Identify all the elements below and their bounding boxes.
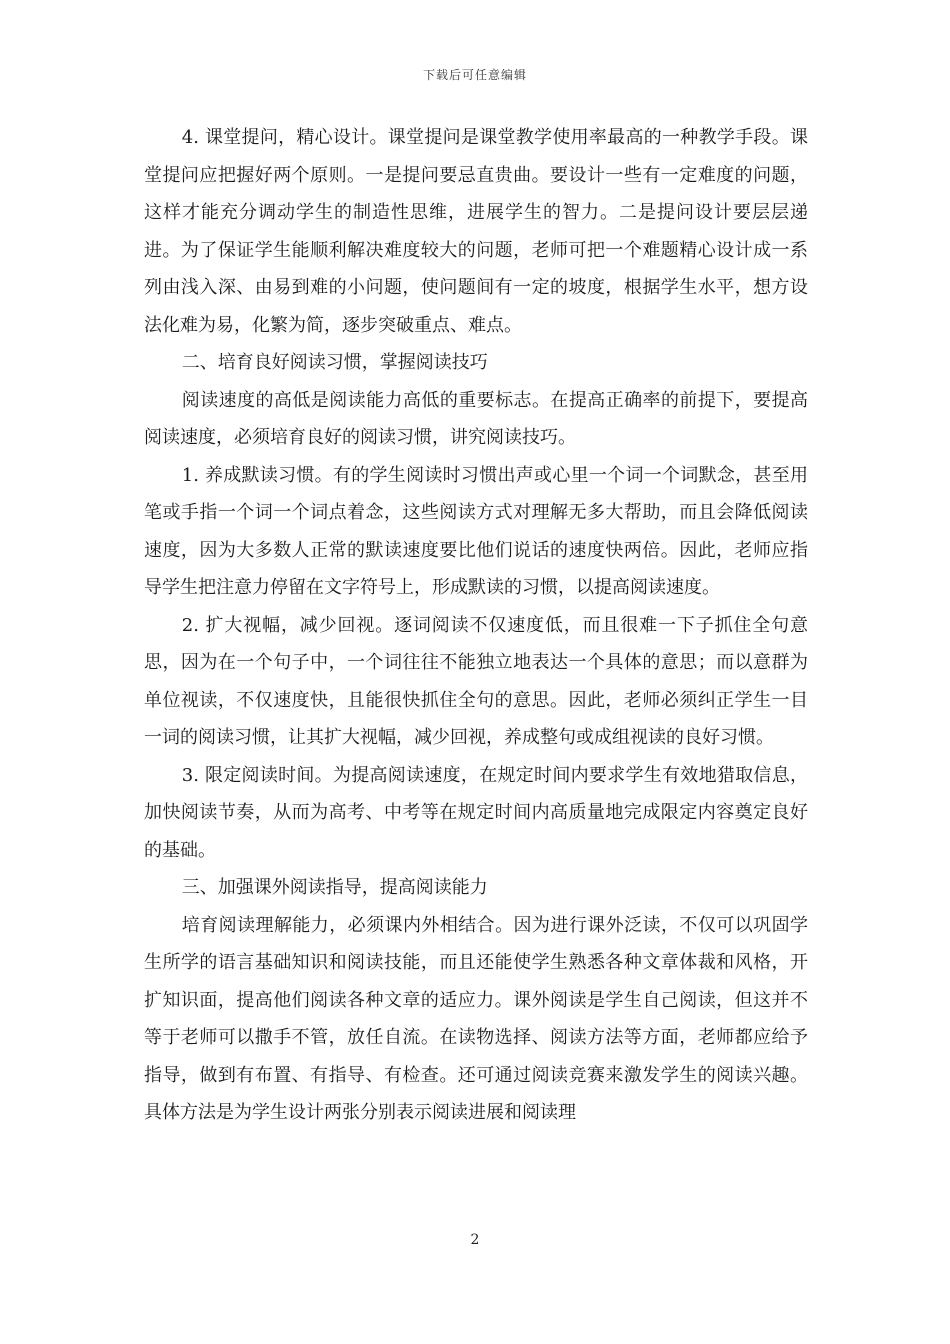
paragraph-extracurricular-reading: 培育阅读理解能力，必须课内外相结合。因为进行课外泛读，不仅可以巩固学生所学的语言基础知识和阅读技能，而且还能使学生熟悉各种文章体裁和风格，开扩知识面，提高他们阅读各种文章的适应力。课外阅读是学生自己阅读，但这并不等于老师可以撒手不管，放任自流。在读物选择、阅读方法等方面，老师都应给予指导，做到有布置、有指导、有检查。还可通过阅读竞赛来激发学生的阅读兴趣。具体方法是为学生设计两张分别表示阅读进展和阅读理 <box>144 914 808 1123</box>
page-number: 2 <box>470 1232 480 1248</box>
paragraph-reading-speed: 阅读速度的高低是阅读能力高低的重要标志。在提高正确率的前提下，要提高阅读速度，必须培育良好的阅读习惯，讲究阅读技巧。 <box>144 389 808 448</box>
page-header: 下载后可任意编辑 <box>422 68 527 82</box>
paragraph-question-design: 4. 课堂提问，精心设计。课堂提问是课堂教学使用率最高的一种教学手段。课堂提问应把握好两个原则。一是提问要忌直贵曲。要设计一些有一定难度的问题，这样才能充分调动学生的制造性思维，进展学生的智力。二是提问设计要层层递进。为了保证学生能顺利解决难度较大的问题，老师可把一个难题精心设计成一系列由浅入深、由易到难的小问题，使问题间有一定的坡度，根据学生水平，想方设法化难为易，化繁为简，逐步突破重点、难点。 <box>144 127 808 336</box>
paragraph-visual-span: 2. 扩大视幅，减少回视。逐词阅读不仅速度低，而且很难一下子抓住全句意思，因为在一个句子中，一个词往往不能独立地表达一个具体的意思；而以意群为单位视读，不仅速度快，且能很快抓住全句的意思。因此，老师必须纠正学生一目一词的阅读习惯，让其扩大视幅，减少回视，养成整句或成组视读的良好习惯。 <box>144 614 808 748</box>
document-body <box>144 119 808 1132</box>
paragraph-time-limit: 3. 限定阅读时间。为提高阅读速度，在规定时间内要求学生有效地猎取信息，加快阅读节奏，从而为高考、中考等在规定时间内高质量地完成限定内容奠定良好的基础。 <box>144 764 808 861</box>
section-heading-reading-habits: 二、培育良好阅读习惯，掌握阅读技巧 <box>181 352 488 373</box>
section-heading-extracurricular: 三、加强课外阅读指导，提高阅读能力 <box>181 877 488 898</box>
paragraph-silent-reading: 1. 养成默读习惯。有的学生阅读时习惯出声或心里一个词一个词默念，甚至用笔或手指一个词一个词点着念，这些阅读方式对理解无多大帮助，而且会降低阅读速度，因为大多数人正常的默读速度要比他们说话的速度快两倍。因此，老师应指导学生把注意力停留在文字符号上，形成默读的习惯，以提高阅读速度。 <box>144 464 808 598</box>
